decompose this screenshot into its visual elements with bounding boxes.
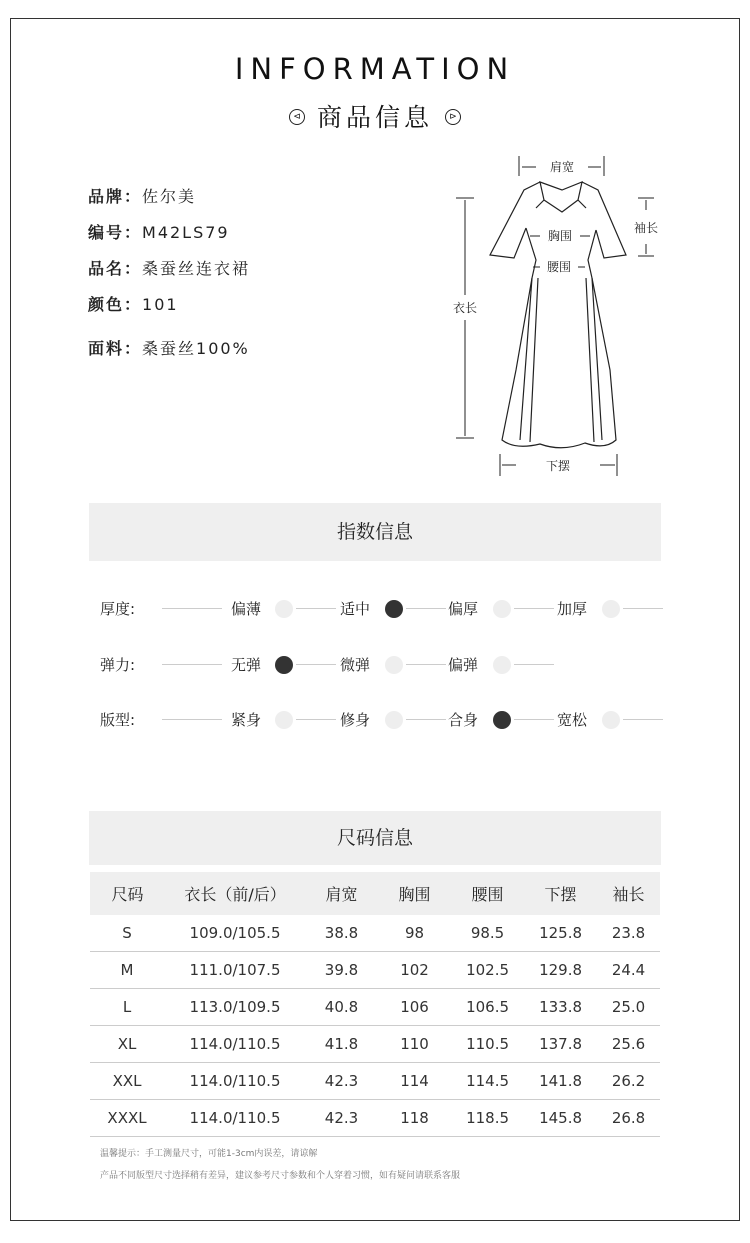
table-cell: 106.5: [451, 989, 524, 1026]
table-cell: 111.0/107.5: [165, 952, 305, 989]
scale-dot: [275, 711, 293, 729]
table-cell: XXXL: [90, 1100, 165, 1137]
scale-row-fit: [100, 707, 670, 731]
scale-dot: [385, 711, 403, 729]
table-cell: 40.8: [305, 989, 378, 1026]
scale-line: [162, 664, 222, 665]
info-value: 桑蚕丝连衣裙: [142, 259, 251, 278]
note-size-advice: 产品不同版型尺寸选择稍有差异，建议参考尺寸参数和个人穿着习惯，如有疑问请联系客服: [100, 1171, 461, 1181]
info-value: 佐尔美: [142, 187, 197, 206]
table-cell: 110: [378, 1026, 451, 1063]
table-cell: 114: [378, 1063, 451, 1100]
table-cell: 23.8: [597, 915, 660, 952]
table-row: [90, 915, 660, 952]
scale-dot: [493, 656, 511, 674]
scale-option: 修身: [340, 711, 371, 729]
scale-option: 适中: [340, 600, 371, 618]
title-chinese-row: [0, 98, 750, 134]
table-cell: 102: [378, 952, 451, 989]
info-color: [88, 292, 179, 315]
scale-line: [406, 664, 446, 665]
scale-line: [296, 664, 336, 665]
info-brand: [88, 184, 196, 207]
scale-option: 宽松: [557, 711, 588, 729]
scale-line: [623, 608, 663, 609]
index-section-header: 指数信息: [89, 503, 661, 561]
header-cell: 衣长（前/后）: [165, 872, 305, 915]
table-cell: 98.5: [451, 915, 524, 952]
title-chinese: 商品信息: [316, 103, 433, 132]
table-cell: XXL: [90, 1063, 165, 1100]
scale-line: [514, 664, 554, 665]
scale-dot: [493, 600, 511, 618]
table-cell: 39.8: [305, 952, 378, 989]
table-row: [90, 1063, 660, 1100]
label-shoulder: 肩宽: [549, 160, 575, 174]
info-label: 品牌：: [88, 187, 143, 206]
table-row: [90, 1100, 660, 1137]
arrow-right-icon: ⊳: [445, 109, 461, 125]
table-cell: M: [90, 952, 165, 989]
size-table: [90, 872, 660, 1137]
scale-line: [406, 719, 446, 720]
table-cell: 118: [378, 1100, 451, 1137]
table-cell: 137.8: [524, 1026, 597, 1063]
table-cell: 118.5: [451, 1100, 524, 1137]
table-cell: 26.2: [597, 1063, 660, 1100]
table-cell: XL: [90, 1026, 165, 1063]
table-cell: 141.8: [524, 1063, 597, 1100]
info-label: 颜色：: [88, 295, 143, 314]
table-cell: 114.5: [451, 1063, 524, 1100]
table-cell: 114.0/110.5: [165, 1026, 305, 1063]
table-cell: 102.5: [451, 952, 524, 989]
table-cell: 145.8: [524, 1100, 597, 1137]
info-value: 桑蚕丝100%: [142, 339, 250, 358]
size-section-header: 尺码信息: [89, 811, 661, 865]
scale-line: [296, 608, 336, 609]
table-cell: 41.8: [305, 1026, 378, 1063]
table-cell: 24.4: [597, 952, 660, 989]
table-cell: 129.8: [524, 952, 597, 989]
table-cell: L: [90, 989, 165, 1026]
header-cell: 袖长: [597, 872, 660, 915]
table-cell: 25.6: [597, 1026, 660, 1063]
scale-dot-selected: [385, 600, 403, 618]
title-english: INFORMATION: [234, 52, 516, 86]
scale-option: 合身: [448, 711, 479, 729]
header-cell: 下摆: [524, 872, 597, 915]
info-name: [88, 256, 250, 279]
scale-option: 紧身: [231, 711, 262, 729]
info-label: 面料：: [88, 339, 143, 358]
table-cell: 38.8: [305, 915, 378, 952]
table-row: [90, 1026, 660, 1063]
scale-label: 版型:: [100, 711, 136, 729]
scale-line: [406, 608, 446, 609]
scale-dot: [602, 600, 620, 618]
scale-label: 弹力:: [100, 656, 136, 674]
table-cell: 110.5: [451, 1026, 524, 1063]
scale-option: 偏弹: [448, 656, 479, 674]
table-row: [90, 989, 660, 1026]
table-cell: 113.0/109.5: [165, 989, 305, 1026]
size-table-header-row: [90, 872, 660, 915]
label-chest: 胸围: [547, 229, 573, 243]
header-cell: 肩宽: [305, 872, 378, 915]
label-waist: 腰围: [546, 260, 572, 274]
table-cell: 42.3: [305, 1063, 378, 1100]
scale-line: [296, 719, 336, 720]
scale-row-thickness: [100, 596, 670, 620]
scale-dot: [275, 600, 293, 618]
table-cell: 114.0/110.5: [165, 1100, 305, 1137]
label-hem: 下摆: [545, 459, 571, 473]
table-cell: 125.8: [524, 915, 597, 952]
header-cell: 尺码: [90, 872, 165, 915]
info-label: 编号：: [88, 223, 143, 242]
table-cell: 98: [378, 915, 451, 952]
scale-line: [162, 608, 222, 609]
scale-line: [514, 608, 554, 609]
table-cell: 25.0: [597, 989, 660, 1026]
header-cell: 腰围: [451, 872, 524, 915]
table-cell: 133.8: [524, 989, 597, 1026]
info-code: [88, 220, 230, 243]
header-cell: 胸围: [378, 872, 451, 915]
table-cell: S: [90, 915, 165, 952]
arrow-left-icon: ⊲: [289, 109, 305, 125]
note-measurement: 温馨提示：手工测量尺寸，可能1-3cm内误差，请谅解: [100, 1149, 318, 1159]
info-value: 101: [142, 295, 179, 314]
scale-dot: [602, 711, 620, 729]
scale-line: [514, 719, 554, 720]
dress-diagram: [440, 150, 680, 485]
table-cell: 42.3: [305, 1100, 378, 1137]
table-cell: 114.0/110.5: [165, 1063, 305, 1100]
scale-row-elasticity: [100, 652, 670, 676]
scale-line: [623, 719, 663, 720]
label-sleeve: 袖长: [633, 221, 659, 235]
scale-dot: [385, 656, 403, 674]
info-value: M42LS79: [142, 223, 230, 242]
info-fabric: [88, 336, 250, 359]
scale-option: 微弹: [340, 656, 371, 674]
scale-dot-selected: [275, 656, 293, 674]
scale-option: 偏薄: [231, 600, 262, 618]
label-length: 衣长: [452, 301, 478, 315]
scale-dot-selected: [493, 711, 511, 729]
info-label: 品名：: [88, 259, 143, 278]
table-cell: 26.8: [597, 1100, 660, 1137]
scale-option: 加厚: [557, 600, 588, 618]
scale-line: [162, 719, 222, 720]
table-row: [90, 952, 660, 989]
scale-option: 偏厚: [448, 600, 479, 618]
table-cell: 109.0/105.5: [165, 915, 305, 952]
scale-label: 厚度:: [100, 600, 136, 618]
scale-option: 无弹: [231, 656, 262, 674]
table-cell: 106: [378, 989, 451, 1026]
